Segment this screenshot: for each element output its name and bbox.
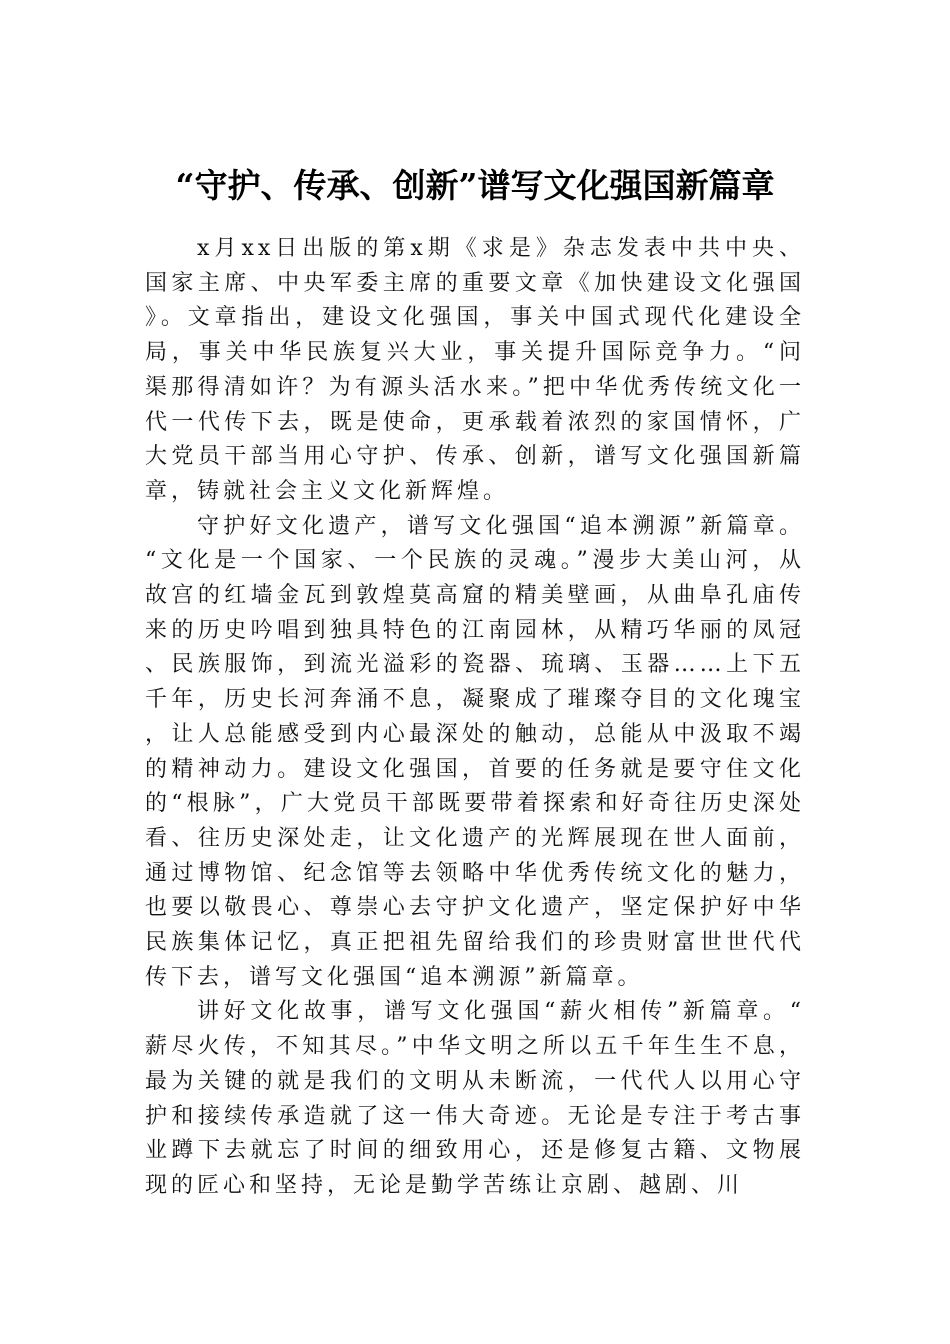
paragraph: x月xx日出版的第x期《求是》杂志发表中共中央、国家主席、中央军委主席的重要文章《加快建设文化强国》。文章指出，建设文化强国，事关中国式现代化建设全局，事关中华民族复兴大业，事关提升国际竞争力。“问渠那得清如许？为有源头活水来。”把中华优秀传统文化一代一代传下去，既是使命，更承载着浓烈的家国情怀，广大党员干部当用心守护、传承、创新，谱写文化强国新篇章，铸就社会主义文化新辉煌。	[145, 236, 805, 504]
paragraph: 守护好文化遗产，谱写文化强国“追本溯源”新篇章。“文化是一个国家、一个民族的灵魂。”漫步大美山河，从故宫的红墙金瓦到敦煌莫高窟的精美壁画，从曲阜孔庙传来的历史吟唱到独具特色的江南园林，从精巧华丽的凤冠、民族服饰，到流光溢彩的瓷器、琉璃、玉器……上下五千年，历史长河奔涌不息，凝聚成了璀璨夺目的文化瑰宝，让人总能感受到内心最深处的触动，总能从中汲取不竭的精神动力。建设文化强国，首要的任务就是要守住文化的“根脉”，广大党员干部既要带着探索和好奇往历史深处看、往历史深处走，让文化遗产的光辉展现在世人面前，通过博物馆、纪念馆等去领略中华优秀传统文化的魅力，也要以敬畏心、尊崇心去守护文化遗产，坚定保护好中华民族集体记忆，真正把祖先留给我们的珍贵财富世世代代传下去，谱写文化强国“追本溯源”新篇章。	[145, 513, 805, 990]
paragraph: 讲好文化故事，谱写文化强国“薪火相传”新篇章。“薪尽火传，不知其尽。”中华文明之所以五千年生生不息，最为关键的就是我们的文明从未断流，一代代人以用心守护和接续传承造就了这一伟大奇迹。无论是专注于考古事业蹲下去就忘了时间的细致用心，还是修复古籍、文物展现的匠心和坚持，无论是勤学苦练让京剧、越剧、川	[145, 999, 805, 1198]
document-title: “守护、传承、创新”谱写文化强国新篇章	[175, 166, 775, 205]
document-body	[145, 232, 805, 1204]
